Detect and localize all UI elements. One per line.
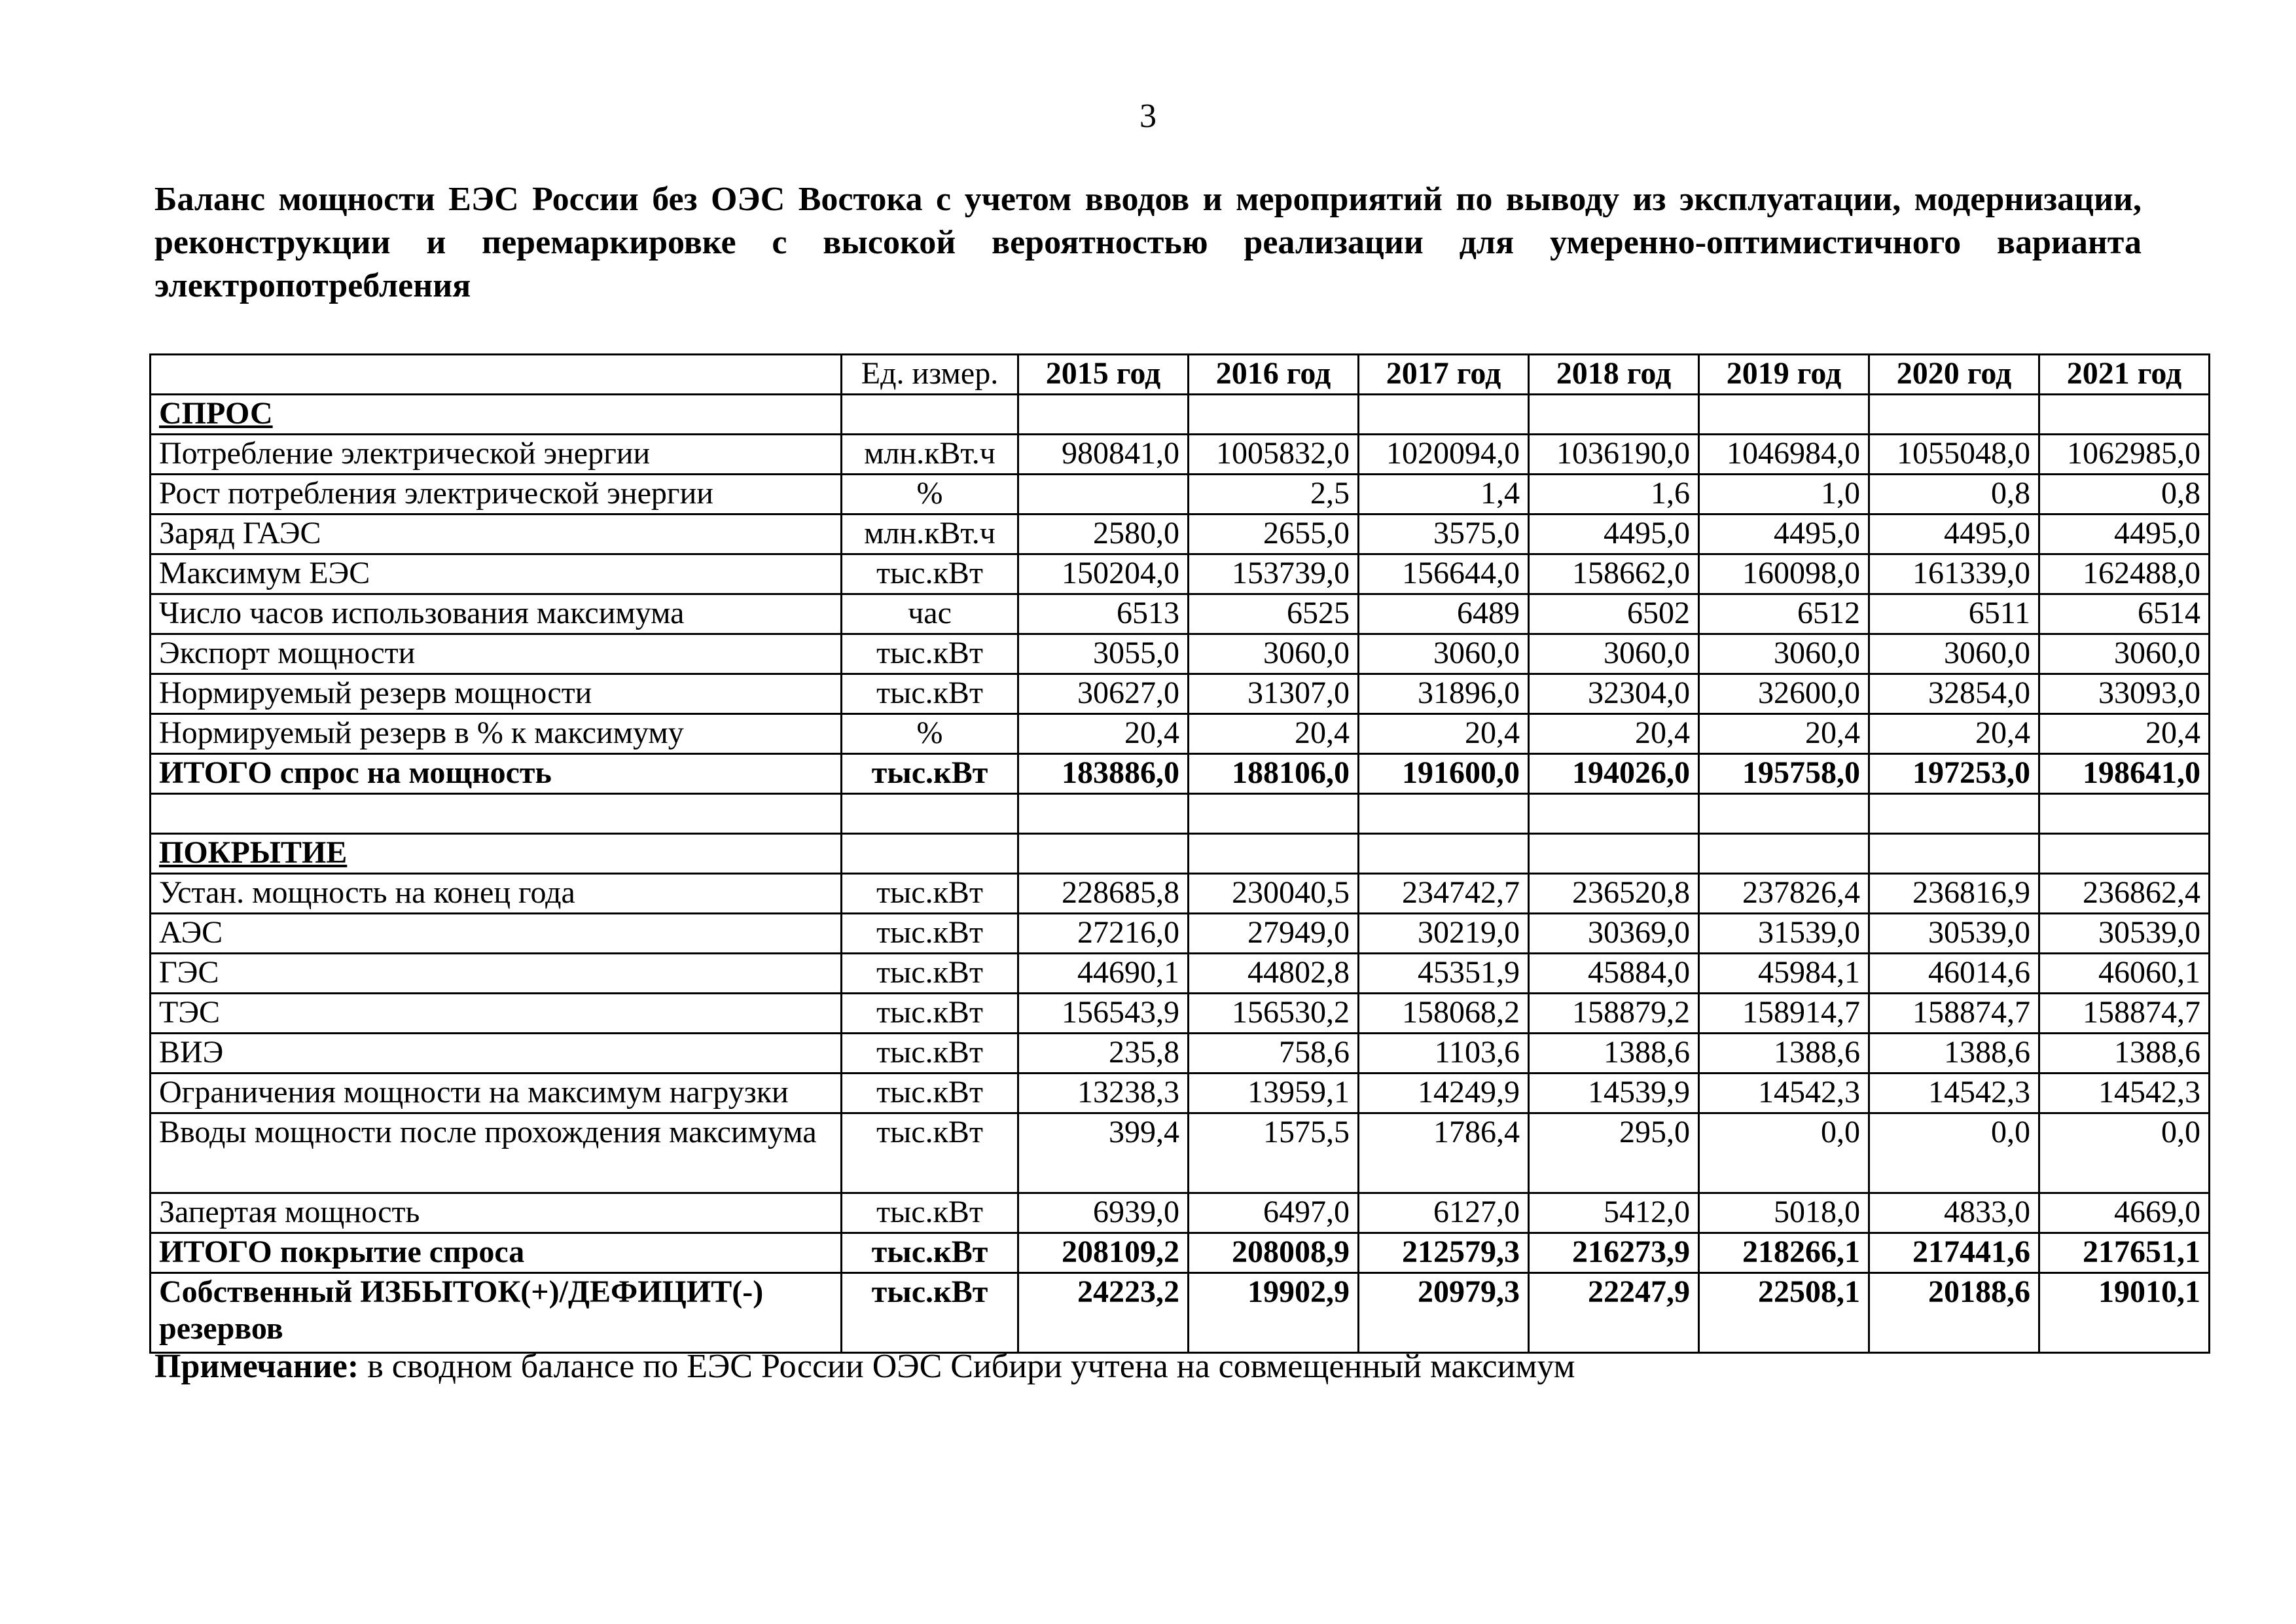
row-label: ПОКРЫТИЕ [151, 834, 842, 874]
row-label: Заряд ГАЭС [151, 514, 842, 554]
table-row [151, 1074, 2210, 1113]
value-cell: 32304,0 [1529, 674, 1699, 714]
row-label: Максимум ЕЭС [151, 554, 842, 594]
value-cell: 14542,3 [2039, 1074, 2210, 1113]
value-cell: 235,8 [1018, 1034, 1189, 1074]
value-cell: 0,8 [1869, 475, 2039, 514]
value-cell: 6939,0 [1018, 1193, 1189, 1233]
value-cell: 1005832,0 [1189, 435, 1359, 475]
row-label: СПРОС [151, 395, 842, 435]
value-cell: 1036190,0 [1529, 435, 1699, 475]
row-unit: тыс.кВт [842, 994, 1018, 1034]
document-title: Баланс мощности ЕЭС России без ОЭС Востока с учетом вводов и мероприятий по выводу из эксплуатации, модернизации, реконструкции и перемаркировке с высокой вероятностью реализации для умеренно-оптимистичного варианта электропотребления [154, 181, 2142, 304]
value-cell: 19010,1 [2039, 1273, 2210, 1353]
header-year-2015: 2015 год [1018, 355, 1189, 395]
value-cell: 228685,8 [1018, 874, 1189, 914]
value-cell: 212579,3 [1359, 1233, 1529, 1273]
value-cell: 4495,0 [2039, 514, 2210, 554]
table-row [151, 395, 2210, 435]
table-row [151, 714, 2210, 754]
value-cell: 20,4 [1529, 714, 1699, 754]
value-cell: 4495,0 [1869, 514, 2039, 554]
row-unit: тыс.кВт [842, 754, 1018, 794]
row-unit: % [842, 475, 1018, 514]
value-cell: 6127,0 [1359, 1193, 1529, 1233]
value-cell: 1103,6 [1359, 1034, 1529, 1074]
row-unit: час [842, 594, 1018, 634]
table-row [151, 954, 2210, 994]
row-label: Устан. мощность на конец года [151, 874, 842, 914]
value-cell [2039, 834, 2210, 874]
header-year-2019: 2019 год [1699, 355, 1869, 395]
value-cell: 234742,7 [1359, 874, 1529, 914]
value-cell: 4833,0 [1869, 1193, 2039, 1233]
value-cell: 980841,0 [1018, 435, 1189, 475]
value-cell [2039, 794, 2210, 834]
value-cell: 20,4 [1359, 714, 1529, 754]
value-cell: 156530,2 [1189, 994, 1359, 1034]
table-body [151, 395, 2210, 1353]
value-cell: 161339,0 [1869, 554, 2039, 594]
value-cell [1529, 794, 1699, 834]
value-cell: 22247,9 [1529, 1273, 1699, 1353]
header-year-2021: 2021 год [2039, 355, 2210, 395]
value-cell: 2580,0 [1018, 514, 1189, 554]
row-unit: тыс.кВт [842, 634, 1018, 674]
table-row [151, 914, 2210, 954]
value-cell: 0,0 [2039, 1113, 2210, 1193]
header-unit-cell: Ед. измер. [842, 355, 1018, 395]
table-row [151, 834, 2210, 874]
header-year-2018: 2018 год [1529, 355, 1699, 395]
value-cell: 46014,6 [1869, 954, 2039, 994]
value-cell: 20979,3 [1359, 1273, 1529, 1353]
value-cell [1018, 475, 1189, 514]
table-row [151, 554, 2210, 594]
value-cell: 44802,8 [1189, 954, 1359, 994]
table-row [151, 514, 2210, 554]
value-cell: 208008,9 [1189, 1233, 1359, 1273]
value-cell: 30539,0 [2039, 914, 2210, 954]
value-cell: 6512 [1699, 594, 1869, 634]
row-label: Нормируемый резерв в % к максимуму [151, 714, 842, 754]
value-cell: 0,0 [1869, 1113, 2039, 1193]
value-cell: 33093,0 [2039, 674, 2210, 714]
table-row [151, 994, 2210, 1034]
value-cell: 30219,0 [1359, 914, 1529, 954]
value-cell: 218266,1 [1699, 1233, 1869, 1273]
value-cell [1189, 834, 1359, 874]
value-cell [1018, 395, 1189, 435]
value-cell: 44690,1 [1018, 954, 1189, 994]
value-cell [2039, 395, 2210, 435]
value-cell: 208109,2 [1018, 1233, 1189, 1273]
page-number: 3 [1139, 98, 1157, 135]
value-cell: 217441,6 [1869, 1233, 2039, 1273]
value-cell [1359, 395, 1529, 435]
value-cell: 191600,0 [1359, 754, 1529, 794]
value-cell: 6489 [1359, 594, 1529, 634]
table-header-row [151, 355, 2210, 395]
value-cell: 20,4 [1869, 714, 2039, 754]
value-cell: 24223,2 [1018, 1273, 1189, 1353]
value-cell: 236862,4 [2039, 874, 2210, 914]
value-cell: 158874,7 [2039, 994, 2210, 1034]
row-label: Собственный ИЗБЫТОК(+)/ДЕФИЦИТ(-) резервов [151, 1273, 842, 1353]
value-cell: 5018,0 [1699, 1193, 1869, 1233]
row-unit: тыс.кВт [842, 1233, 1018, 1273]
value-cell: 1046984,0 [1699, 435, 1869, 475]
row-unit: тыс.кВт [842, 1034, 1018, 1074]
row-unit: тыс.кВт [842, 1193, 1018, 1233]
value-cell: 194026,0 [1529, 754, 1699, 794]
row-unit: тыс.кВт [842, 1273, 1018, 1353]
value-cell: 188106,0 [1189, 754, 1359, 794]
row-label: Экспорт мощности [151, 634, 842, 674]
table-row [151, 754, 2210, 794]
value-cell: 2655,0 [1189, 514, 1359, 554]
value-cell: 4495,0 [1529, 514, 1699, 554]
value-cell: 295,0 [1529, 1113, 1699, 1193]
value-cell: 20,4 [1018, 714, 1189, 754]
table-row [151, 1034, 2210, 1074]
table-row [151, 874, 2210, 914]
value-cell: 32600,0 [1699, 674, 1869, 714]
row-unit [842, 395, 1018, 435]
value-cell: 236816,9 [1869, 874, 2039, 914]
header-label-cell [151, 355, 842, 395]
row-label: Рост потребления электрической энергии [151, 475, 842, 514]
value-cell [1018, 834, 1189, 874]
table-row [151, 435, 2210, 475]
row-unit: тыс.кВт [842, 1113, 1018, 1193]
value-cell: 3055,0 [1018, 634, 1189, 674]
value-cell: 1786,4 [1359, 1113, 1529, 1193]
value-cell: 31896,0 [1359, 674, 1529, 714]
value-cell: 1,0 [1699, 475, 1869, 514]
table-row [151, 1273, 2210, 1353]
row-unit [842, 794, 1018, 834]
value-cell [1699, 395, 1869, 435]
value-cell: 156644,0 [1359, 554, 1529, 594]
value-cell: 158068,2 [1359, 994, 1529, 1034]
row-label: АЭС [151, 914, 842, 954]
value-cell: 150204,0 [1018, 554, 1189, 594]
header-year-2020: 2020 год [1869, 355, 2039, 395]
value-cell: 4669,0 [2039, 1193, 2210, 1233]
value-cell: 6511 [1869, 594, 2039, 634]
table-row [151, 674, 2210, 714]
row-unit: млн.кВт.ч [842, 514, 1018, 554]
value-cell: 22508,1 [1699, 1273, 1869, 1353]
row-label: Потребление электрической энергии [151, 435, 842, 475]
value-cell: 1020094,0 [1359, 435, 1529, 475]
value-cell: 3060,0 [2039, 634, 2210, 674]
row-unit: тыс.кВт [842, 1074, 1018, 1113]
value-cell: 2,5 [1189, 475, 1359, 514]
value-cell: 1388,6 [1699, 1034, 1869, 1074]
value-cell: 27216,0 [1018, 914, 1189, 954]
value-cell: 3575,0 [1359, 514, 1529, 554]
value-cell: 162488,0 [2039, 554, 2210, 594]
table-row [151, 1233, 2210, 1273]
row-unit: тыс.кВт [842, 874, 1018, 914]
value-cell: 158662,0 [1529, 554, 1699, 594]
value-cell: 31307,0 [1189, 674, 1359, 714]
value-cell: 230040,5 [1189, 874, 1359, 914]
table-row [151, 475, 2210, 514]
value-cell: 1062985,0 [2039, 435, 2210, 475]
value-cell: 6513 [1018, 594, 1189, 634]
value-cell: 0,0 [1699, 1113, 1869, 1193]
value-cell: 4495,0 [1699, 514, 1869, 554]
value-cell: 1388,6 [1529, 1034, 1699, 1074]
value-cell: 1388,6 [1869, 1034, 2039, 1074]
row-label: ИТОГО спрос на мощность [151, 754, 842, 794]
value-cell: 27949,0 [1189, 914, 1359, 954]
value-cell: 237826,4 [1699, 874, 1869, 914]
row-unit: тыс.кВт [842, 554, 1018, 594]
value-cell: 13959,1 [1189, 1074, 1359, 1113]
row-label: Вводы мощности после прохождения максимума [151, 1113, 842, 1193]
value-cell: 6514 [2039, 594, 2210, 634]
value-cell: 20188,6 [1869, 1273, 2039, 1353]
value-cell: 216273,9 [1529, 1233, 1699, 1273]
header-year-2016: 2016 год [1189, 355, 1359, 395]
value-cell: 14542,3 [1869, 1074, 2039, 1113]
value-cell: 158874,7 [1869, 994, 2039, 1034]
row-label: Нормируемый резерв мощности [151, 674, 842, 714]
footnote-label: Примечание: [154, 1348, 359, 1385]
value-cell: 158879,2 [1529, 994, 1699, 1034]
value-cell [1869, 395, 2039, 435]
row-label: ГЭС [151, 954, 842, 994]
row-unit: тыс.кВт [842, 674, 1018, 714]
value-cell: 20,4 [1189, 714, 1359, 754]
value-cell: 1,6 [1529, 475, 1699, 514]
table-row [151, 594, 2210, 634]
row-label: ИТОГО покрытие спроса [151, 1233, 842, 1273]
value-cell: 14249,9 [1359, 1074, 1529, 1113]
row-label: ВИЭ [151, 1034, 842, 1074]
header-year-2017: 2017 год [1359, 355, 1529, 395]
row-label: Ограничения мощности на максимум нагрузки [151, 1074, 842, 1113]
value-cell: 217651,1 [2039, 1233, 2210, 1273]
value-cell: 236520,8 [1529, 874, 1699, 914]
value-cell: 1388,6 [2039, 1034, 2210, 1074]
value-cell: 13238,3 [1018, 1074, 1189, 1113]
table-row [151, 634, 2210, 674]
value-cell: 156543,9 [1018, 994, 1189, 1034]
value-cell: 3060,0 [1189, 634, 1359, 674]
value-cell: 46060,1 [2039, 954, 2210, 994]
value-cell [1869, 794, 2039, 834]
value-cell: 20,4 [2039, 714, 2210, 754]
value-cell [1529, 834, 1699, 874]
value-cell: 45351,9 [1359, 954, 1529, 994]
value-cell: 3060,0 [1869, 634, 2039, 674]
value-cell: 153739,0 [1189, 554, 1359, 594]
value-cell: 19902,9 [1189, 1273, 1359, 1353]
value-cell [1529, 395, 1699, 435]
value-cell: 1055048,0 [1869, 435, 2039, 475]
row-unit: тыс.кВт [842, 954, 1018, 994]
value-cell [1189, 395, 1359, 435]
table-row [151, 1113, 2210, 1193]
value-cell: 158914,7 [1699, 994, 1869, 1034]
value-cell [1359, 834, 1529, 874]
value-cell: 31539,0 [1699, 914, 1869, 954]
value-cell: 5412,0 [1529, 1193, 1699, 1233]
value-cell: 45884,0 [1529, 954, 1699, 994]
value-cell: 0,8 [2039, 475, 2210, 514]
value-cell: 32854,0 [1869, 674, 2039, 714]
value-cell: 160098,0 [1699, 554, 1869, 594]
value-cell: 30369,0 [1529, 914, 1699, 954]
value-cell [1699, 794, 1869, 834]
value-cell: 197253,0 [1869, 754, 2039, 794]
row-label: Запертая мощность [151, 1193, 842, 1233]
value-cell [1018, 794, 1189, 834]
row-label: Число часов использования максимума [151, 594, 842, 634]
value-cell: 3060,0 [1359, 634, 1529, 674]
value-cell: 183886,0 [1018, 754, 1189, 794]
value-cell: 1575,5 [1189, 1113, 1359, 1193]
value-cell: 6502 [1529, 594, 1699, 634]
footnote [154, 1347, 1575, 1386]
value-cell: 195758,0 [1699, 754, 1869, 794]
power-balance-table [149, 353, 2210, 1354]
row-unit [842, 834, 1018, 874]
value-cell [1869, 834, 2039, 874]
value-cell: 3060,0 [1699, 634, 1869, 674]
value-cell: 198641,0 [2039, 754, 2210, 794]
value-cell: 1,4 [1359, 475, 1529, 514]
value-cell: 6497,0 [1189, 1193, 1359, 1233]
value-cell: 20,4 [1699, 714, 1869, 754]
footnote-text: в сводном балансе по ЕЭС России ОЭС Сибири учтена на совмещенный максимум [359, 1348, 1575, 1385]
value-cell: 30539,0 [1869, 914, 2039, 954]
value-cell: 3060,0 [1529, 634, 1699, 674]
value-cell [1189, 794, 1359, 834]
row-label [151, 794, 842, 834]
table-row [151, 794, 2210, 834]
row-unit: тыс.кВт [842, 914, 1018, 954]
value-cell: 45984,1 [1699, 954, 1869, 994]
value-cell: 399,4 [1018, 1113, 1189, 1193]
row-unit: % [842, 714, 1018, 754]
value-cell: 6525 [1189, 594, 1359, 634]
value-cell: 30627,0 [1018, 674, 1189, 714]
value-cell: 14542,3 [1699, 1074, 1869, 1113]
value-cell [1699, 834, 1869, 874]
value-cell: 758,6 [1189, 1034, 1359, 1074]
row-unit: млн.кВт.ч [842, 435, 1018, 475]
value-cell: 14539,9 [1529, 1074, 1699, 1113]
table-row [151, 1193, 2210, 1233]
value-cell [1359, 794, 1529, 834]
row-label: ТЭС [151, 994, 842, 1034]
